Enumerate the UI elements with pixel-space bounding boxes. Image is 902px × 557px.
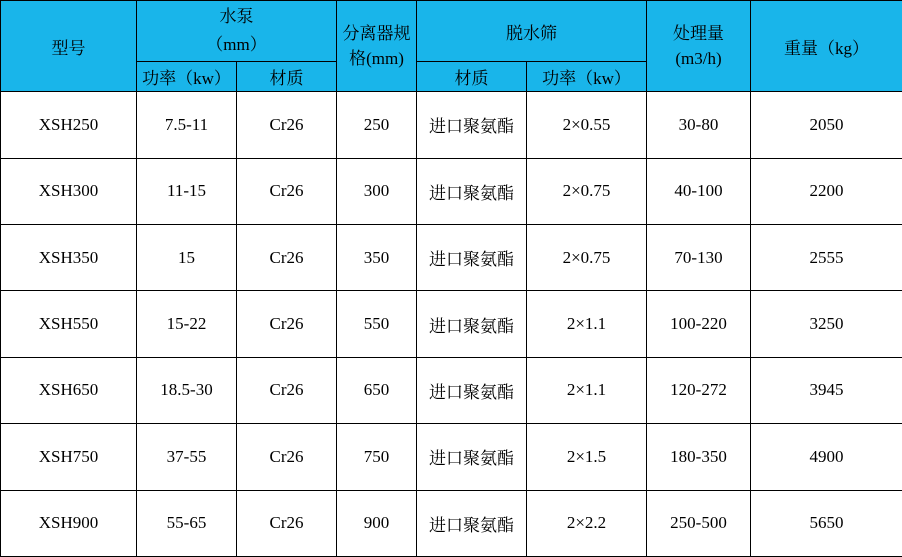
cell-pump-power: 7.5-11 <box>137 92 237 158</box>
cell-capacity: 250-500 <box>647 490 751 556</box>
table-row <box>1 424 902 490</box>
cell-capacity: 180-350 <box>647 424 751 490</box>
cell-pump-power: 37-55 <box>137 424 237 490</box>
table-row <box>1 357 902 423</box>
cell-separator-spec: 900 <box>337 490 417 556</box>
cell-pump-power: 11-15 <box>137 158 237 224</box>
cell-separator-spec: 250 <box>337 92 417 158</box>
cell-capacity: 40-100 <box>647 158 751 224</box>
cell-model: XSH250 <box>1 92 137 158</box>
cell-pump-material: Cr26 <box>237 92 337 158</box>
cell-pump-power: 55-65 <box>137 490 237 556</box>
column-header-pump-power: 功率（kw） <box>137 62 237 92</box>
cell-screen-power: 2×1.1 <box>527 291 647 357</box>
cell-screen-material: 进口聚氨酯 <box>417 291 527 357</box>
cell-model: XSH550 <box>1 291 137 357</box>
table-body <box>1 92 902 557</box>
cell-model: XSH750 <box>1 424 137 490</box>
cell-weight: 2050 <box>751 92 902 158</box>
column-header-separator-spec <box>337 1 417 92</box>
cell-screen-material: 进口聚氨酯 <box>417 424 527 490</box>
cell-screen-power: 2×0.75 <box>527 158 647 224</box>
column-header-capacity <box>647 1 751 92</box>
cell-separator-spec: 550 <box>337 291 417 357</box>
cell-screen-material: 进口聚氨酯 <box>417 224 527 290</box>
capacity-line1: 处理量 <box>673 23 725 43</box>
cell-model: XSH300 <box>1 158 137 224</box>
column-header-pump-group <box>137 1 337 62</box>
cell-screen-material: 进口聚氨酯 <box>417 158 527 224</box>
cell-separator-spec: 300 <box>337 158 417 224</box>
cell-weight: 3250 <box>751 291 902 357</box>
cell-screen-power: 2×0.75 <box>527 224 647 290</box>
table-header-row-1 <box>1 1 902 62</box>
cell-pump-power: 15 <box>137 224 237 290</box>
cell-weight: 2200 <box>751 158 902 224</box>
column-header-screen-power: 功率（kw） <box>527 62 647 92</box>
cell-pump-material: Cr26 <box>237 490 337 556</box>
cell-weight: 5650 <box>751 490 902 556</box>
capacity-line2: (m3/h) <box>675 49 722 69</box>
cell-model: XSH900 <box>1 490 137 556</box>
separator-spec-line2: 格(mm) <box>349 49 404 69</box>
cell-weight: 4900 <box>751 424 902 490</box>
cell-pump-material: Cr26 <box>237 291 337 357</box>
cell-capacity: 100-220 <box>647 291 751 357</box>
table-row <box>1 224 902 290</box>
cell-screen-power: 2×0.55 <box>527 92 647 158</box>
table-row <box>1 291 902 357</box>
cell-pump-power: 18.5-30 <box>137 357 237 423</box>
column-header-model: 型号 <box>1 1 137 92</box>
table-row <box>1 92 902 158</box>
cell-screen-power: 2×1.1 <box>527 357 647 423</box>
table-row <box>1 158 902 224</box>
cell-capacity: 70-130 <box>647 224 751 290</box>
cell-screen-material: 进口聚氨酯 <box>417 357 527 423</box>
cell-separator-spec: 750 <box>337 424 417 490</box>
cell-weight: 2555 <box>751 224 902 290</box>
pump-group-unit: （mm） <box>206 35 267 55</box>
column-header-screen-material: 材质 <box>417 62 527 92</box>
column-header-pump-material: 材质 <box>237 62 337 92</box>
cell-pump-material: Cr26 <box>237 158 337 224</box>
table-row <box>1 490 902 556</box>
cell-pump-material: Cr26 <box>237 224 337 290</box>
column-header-weight: 重量（kg） <box>751 1 902 92</box>
cell-screen-material: 进口聚氨酯 <box>417 490 527 556</box>
cell-pump-power: 15-22 <box>137 291 237 357</box>
cell-separator-spec: 650 <box>337 357 417 423</box>
pump-group-title: 水泵 <box>219 7 254 26</box>
cell-pump-material: Cr26 <box>237 357 337 423</box>
cell-separator-spec: 350 <box>337 224 417 290</box>
cell-capacity: 30-80 <box>647 92 751 158</box>
cell-pump-material: Cr26 <box>237 424 337 490</box>
cell-screen-material: 进口聚氨酯 <box>417 92 527 158</box>
cell-weight: 3945 <box>751 357 902 423</box>
separator-spec-line1: 分离器规 <box>342 23 411 43</box>
cell-model: XSH650 <box>1 357 137 423</box>
cell-screen-power: 2×2.2 <box>527 490 647 556</box>
cell-model: XSH350 <box>1 224 137 290</box>
column-header-dewater-screen: 脱水筛 <box>417 1 647 62</box>
cell-capacity: 120-272 <box>647 357 751 423</box>
cell-screen-power: 2×1.5 <box>527 424 647 490</box>
